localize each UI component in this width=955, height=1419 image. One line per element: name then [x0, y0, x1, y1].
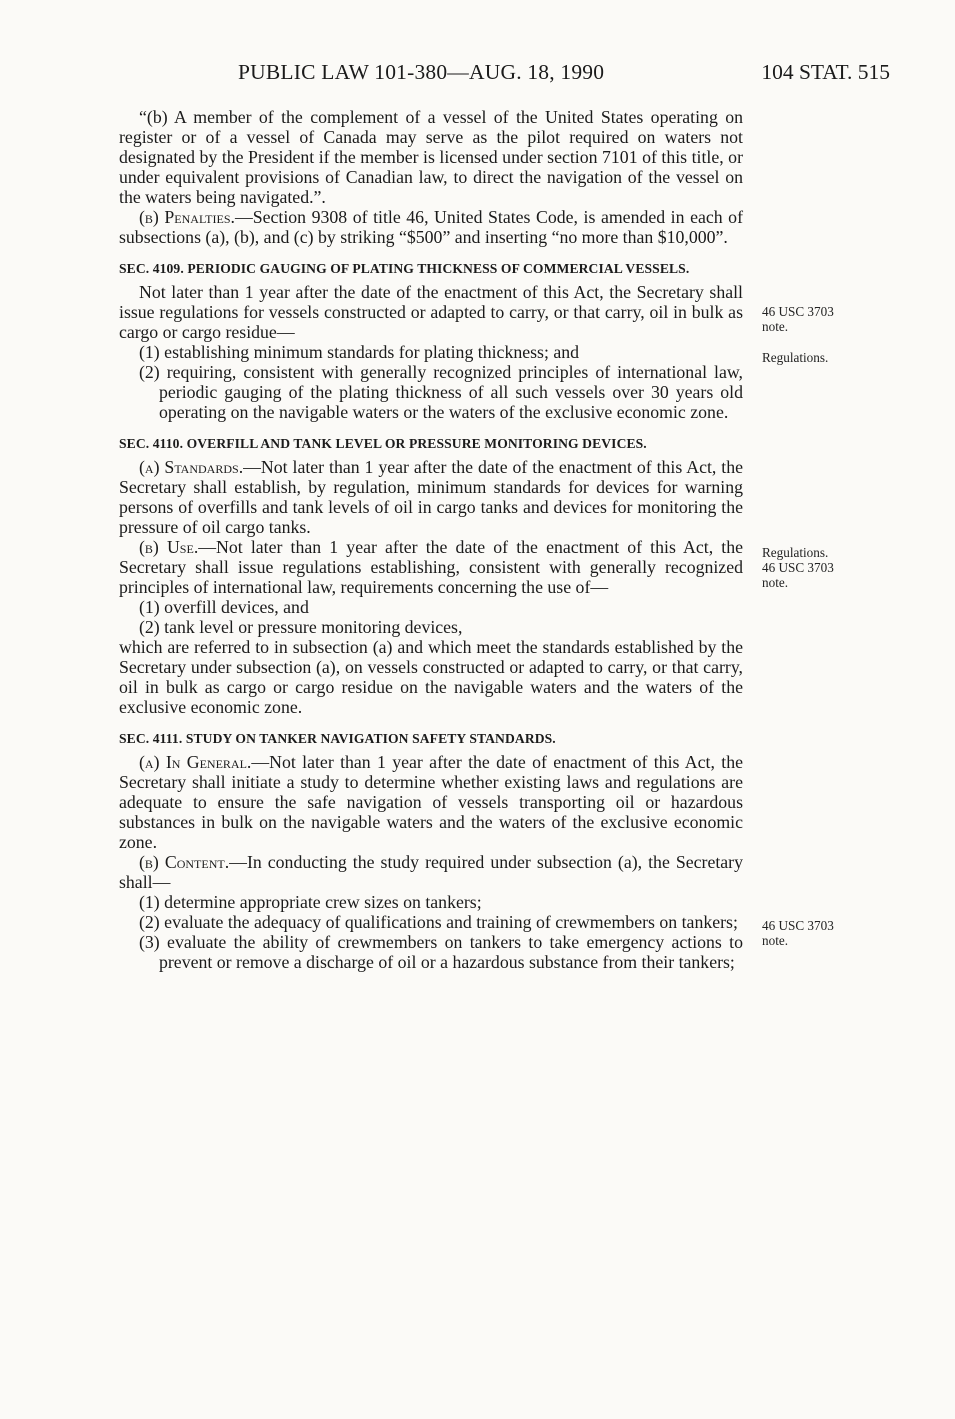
section-heading: SEC. 4111. STUDY ON TANKER NAVIGATION SAFETY STANDARDS. — [119, 731, 556, 746]
list-item: (3) evaluate the ability of crewmembers on tankers to take emergency actions to prevent or remove a discharge of oil or a hazardous substance from their tankers; — [139, 932, 743, 972]
paragraph — [119, 457, 743, 537]
section-heading: SEC. 4109. PERIODIC GAUGING OF PLATING THICKNESS OF COMMERCIAL VESSELS. — [119, 261, 690, 276]
section-heading: SEC. 4110. OVERFILL AND TANK LEVEL OR PRESSURE MONITORING DEVICES. — [119, 436, 647, 451]
list-item: (1) establishing minimum standards for plating thickness; and — [139, 342, 580, 362]
margin-note-usc: 46 USC 3703 note. — [762, 304, 834, 334]
paragraph: which are referred to in subsection (a) and which meet the standards established by the Secretary under subsection (a), on vessels constructed or adapted to carry, or that carry, oil in bulk as cargo or cargo residue on the navigable waters and the waters of the exclusive economic zone. — [119, 637, 743, 717]
paragraph-heading: (a) In General. — [139, 752, 252, 772]
paragraph-heading: (b) Content. — [139, 852, 230, 872]
header-page-number: 104 STAT. 515 — [761, 60, 890, 84]
paragraph-text: —In conducting the study required under subsection (a), the Secretary shall— — [119, 852, 743, 892]
paragraph-heading: (b) Penalties. — [139, 207, 235, 227]
paragraph — [119, 852, 743, 892]
list-item: (1) determine appropriate crew sizes on tankers; — [139, 892, 482, 912]
document-body — [119, 107, 743, 972]
margin-note-regulations: Regulations. — [762, 350, 829, 365]
paragraph-heading: (b) Use. — [139, 537, 199, 557]
list-item: (2) evaluate the adequacy of qualifications and training of crewmembers on tankers; — [139, 912, 738, 932]
paragraph-heading: (a) Standards. — [139, 457, 244, 477]
paragraph-text: —Not later than 1 year after the date of enactment of this Act, the Secretary shall initiate a study to determine whether existing laws and regulations are adequate to ensure the safe navigation of vessels transporting oil or hazardous substances in bulk on the navigable waters and the waters of the exclusive economic zone. — [119, 752, 743, 852]
paragraph: “(b) A member of the complement of a vessel of the United States operating on register or of a vessel of Canada may serve as the pilot required on waters not designated by the President if the member is licensed under section 7101 of this title, or under equivalent provisions of Canadian law, to direct the navigation of the vessel on the waters being navigated.”. — [119, 107, 743, 207]
margin-note-usc: 46 USC 3703 note. — [762, 918, 834, 948]
paragraph: Not later than 1 year after the date of the enactment of this Act, the Secretary shall issue regulations for vessels constructed or adapted to carry, or that carry, oil in bulk as cargo or cargo residue— — [119, 282, 743, 342]
list-item: (2) tank level or pressure monitoring devices, — [139, 617, 463, 637]
paragraph-text: —Not later than 1 year after the date of the enactment of this Act, the Secretary shall issue regulations establishing, consistent with generally recognized principles of international law, requirements concerning the use of— — [119, 537, 743, 597]
list-item: (1) overfill devices, and — [139, 597, 309, 617]
list-item: (2) requiring, consistent with generally recognized principles of international law, periodic gauging of the plating thickness of all such vessels over 30 years old operating on the navigable waters or the waters of the exclusive economic zone. — [139, 362, 743, 422]
paragraph-text: —Section 9308 of title 46, United States Code, is amended in each of subsections (a), (b), and (c) by striking “$500” and inserting “no more than $10,000”. — [119, 207, 743, 247]
paragraph — [119, 752, 743, 852]
paragraph-text: —Not later than 1 year after the date of the enactment of this Act, the Secretary shall establish, by regulation, minimum standards for devices for warning persons of overfills and tank levels of oil in cargo tanks and devices for monitoring the pressure of oil cargo tanks. — [119, 457, 743, 537]
paragraph — [119, 207, 743, 247]
paragraph — [119, 537, 743, 597]
header-title: PUBLIC LAW 101-380—AUG. 18, 1990 — [238, 60, 605, 84]
margin-note-regulations-usc: Regulations. 46 USC 3703 note. — [762, 545, 834, 590]
page-header — [120, 60, 890, 90]
